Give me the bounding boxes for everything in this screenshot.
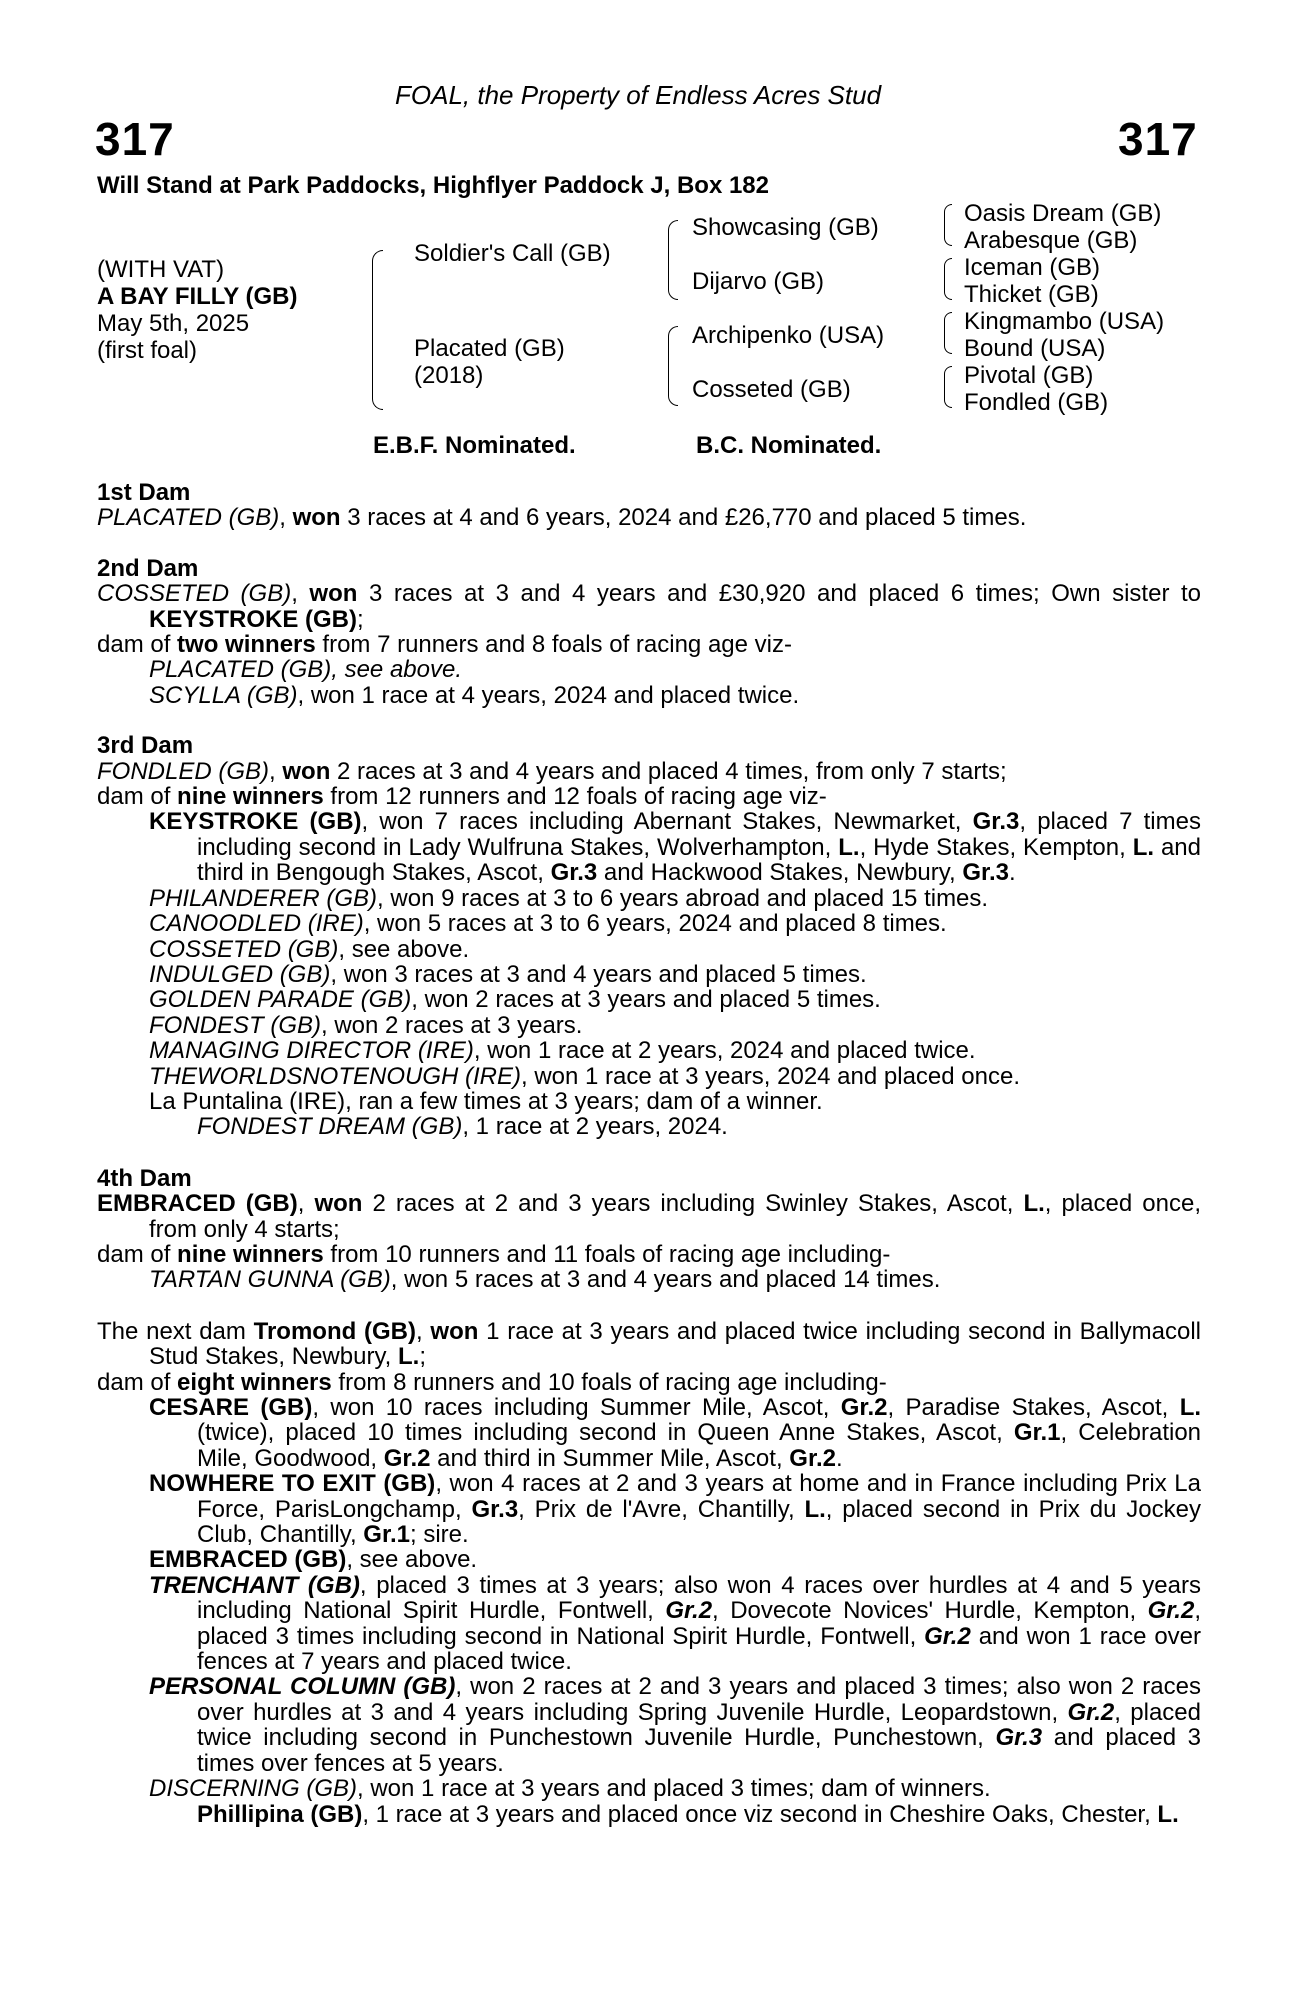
pedigree-g8: Fondled (GB) [964,389,1109,416]
fifth-dam-produce-trenchant: TRENCHANT (GB), placed 3 times at 3 years; also won 4 races over hurdles at 4 and 5 years including National Spirit Hurdle, Fontwell, Gr.2, Dovecote Novices' Hurdle, Kempton, Gr.2, placed 3 times including second in National Spirit Hurdle, Fontwell, Gr.2 and won 1 race over fences at 7 years and placed twice. [149,1571,1202,1676]
pedigree-g5: Kingmambo (USA) [964,308,1165,335]
pedigree-dam-dam: Cosseted (GB) [692,376,851,403]
pedigree-g4: Thicket (GB) [964,281,1099,308]
third-dam-produce-4: INDULGED (GB), won 3 races at 3 and 4 years and placed 5 times. [149,960,867,988]
fifth-dam-produce-summary: dam of eight winners from 8 runners and 10 foals of racing age including- [97,1368,887,1396]
first-dam-heading: 1st Dam [97,479,191,506]
pedigree-dam-year: (2018) [414,362,484,389]
brace-gen2-bottom [668,326,678,406]
pedigree-sire: Soldier's Call (GB) [414,240,611,267]
brace-gen2-top [668,220,678,300]
third-dam-produce-2: CANOODLED (IRE), won 5 races at 3 to 6 years, 2024 and placed 8 times. [149,910,947,938]
third-dam-grandproduce-1: FONDEST DREAM (GB), 1 race at 2 years, 2024. [197,1113,728,1141]
fifth-dam-produce-personal-column: PERSONAL COLUMN (GB), won 2 races at 2 and 3 years and placed 3 times; also won 2 races over hurdles at 3 and 4 years including Spring Juvenile Hurdle, Leopardstown, Gr.2, placed twice including second in Punchestown Juvenile Hurdle, Punchestown, Gr.3 and placed 3 times over fences at 5 years. [149,1673,1202,1777]
stand-line: Will Stand at Park Paddocks, Highflyer Paddock J, Box 182 [97,172,769,199]
third-dam-produce-5: GOLDEN PARADE (GB), won 2 races at 3 years and placed 5 times. [149,986,881,1014]
pedigree-dam-sire: Archipenko (USA) [692,322,885,349]
fourth-dam-produce-summary: dam of nine winners from 10 runners and 11 foals of racing age including- [97,1240,891,1268]
third-dam-text: FONDLED (GB), won 2 races at 3 and 4 years and placed 4 times, from only 7 starts; [97,757,1007,785]
foal-note: (first foal) [97,337,198,364]
horse-info [97,256,297,364]
fifth-dam-produce-discerning: DISCERNING (GB), won 1 race at 3 years and placed 3 times; dam of winners. [149,1775,991,1803]
vat-note: (WITH VAT) [97,256,225,283]
third-dam-produce-summary: dam of nine winners from 12 runners and 12 foals of racing age viz- [97,783,827,811]
third-dam-produce-keystroke: KEYSTROKE (GB), won 7 races including Abernant Stakes, Newmarket, Gr.3, placed 7 times including second in Lady Wulfruna Stakes, Wolverhampton, L., Hyde Stakes, Kempton, L. and third in Bengough Stakes, Ascot, Gr.3 and Hackwood Stakes, Newbury, Gr.3. [149,808,1201,887]
fourth-dam-heading: 4th Dam [97,1164,192,1192]
third-dam-heading: 3rd Dam [97,732,194,760]
pedigree-sire-sire: Showcasing (GB) [692,214,879,241]
fifth-dam-produce-embraced: EMBRACED (GB), see above. [149,1546,478,1574]
brace-gen3-4 [944,366,952,408]
lot-number-right: 317 [1118,113,1198,165]
third-dam-produce-7: MANAGING DIRECTOR (IRE), won 1 race at 2 years, 2024 and placed twice. [149,1037,976,1065]
second-dam-text: COSSETED (GB), won 3 races at 3 and 4 years and £30,920 and placed 6 times; Own sister to KEYSTROKE (GB); [97,580,1201,633]
foal-date: May 5th, 2025 [97,310,250,337]
fourth-dam-text: EMBRACED (GB), won 2 races at 2 and 3 years including Swinley Stakes, Ascot, L., placed once, from only 4 starts; [97,1190,1201,1243]
fifth-dam-grandproduce-phillipina: Phillipina (GB), 1 race at 3 years and placed once viz second in Cheshire Oaks, Chester, L. [197,1800,1179,1828]
brace-gen1 [372,250,383,410]
pedigree-notes [97,480,1201,1827]
pedigree-g1: Oasis Dream (GB) [964,200,1162,227]
brace-gen3-1 [944,204,952,246]
brace-gen3-3 [944,312,952,354]
second-dam-heading: 2nd Dam [97,554,199,582]
ebf-nominated: E.B.F. Nominated. [373,432,576,459]
property-line: FOAL, the Property of Endless Acres Stud [395,80,882,110]
third-dam-produce-8: THEWORLDSNOTENOUGH (IRE), won 1 race at 3 years, 2024 and placed once. [149,1062,1020,1090]
third-dam-produce-3: COSSETED (GB), see above. [149,935,470,963]
second-dam-produce-2: SCYLLA (GB), won 1 race at 4 years, 2024 and placed twice. [149,681,800,709]
pedigree-g6: Bound (USA) [964,335,1106,362]
brace-gen3-2 [944,258,952,300]
third-dam-produce-9: La Puntalina (IRE), ran a few times at 3 years; dam of a winner. [149,1087,823,1115]
fifth-dam-produce-cesare: CESARE (GB), won 10 races including Summer Mile, Ascot, Gr.2, Paradise Stakes, Ascot, L. (twice), placed 10 times including second in Queen Anne Stakes, Ascot, Gr.1, Celebration Mile, Goodwood, Gr.2 and third in Summer Mile, Ascot, Gr.2. [149,1394,1202,1472]
first-dam-text: PLACATED (GB), won 3 races at 4 and 6 years, 2024 and £26,770 and placed 5 times. [97,504,1027,532]
horse-name: A BAY FILLY (GB) [97,283,298,310]
third-dam-produce-1: PHILANDERER (GB), won 9 races at 3 to 6 years abroad and placed 15 times. [149,884,989,912]
lot-number-left: 317 [95,113,175,165]
pedigree-g3: Iceman (GB) [964,254,1101,281]
second-dam-produce-1: PLACATED (GB), see above. [149,656,463,684]
fifth-dam-text: The next dam Tromond (GB), won 1 race at 3 years and placed twice including second in Ballymacoll Stud Stakes, Newbury, L.; [97,1317,1201,1371]
bc-nominated: B.C. Nominated. [696,432,882,459]
pedigree-sire-dam: Dijarvo (GB) [692,268,825,295]
fourth-dam-produce-1: TARTAN GUNNA (GB), won 5 races at 3 and 4 years and placed 14 times. [149,1266,941,1294]
pedigree-g7: Pivotal (GB) [964,362,1094,389]
second-dam-produce-summary: dam of two winners from 7 runners and 8 foals of racing age viz- [97,631,792,659]
pedigree-dam: Placated (GB) [414,335,565,362]
pedigree-g2: Arabesque (GB) [964,227,1138,254]
fifth-dam-produce-nowhere-to-exit: NOWHERE TO EXIT (GB), won 4 races at 2 and 3 years at home and in France including Prix La Force, ParisLongchamp, Gr.3, Prix de l'Avre, Chantilly, L., placed second in Prix du Jockey Club, Chantilly, Gr.1; sire. [149,1470,1202,1549]
third-dam-produce-6: FONDEST (GB), won 2 races at 3 years. [149,1011,583,1039]
